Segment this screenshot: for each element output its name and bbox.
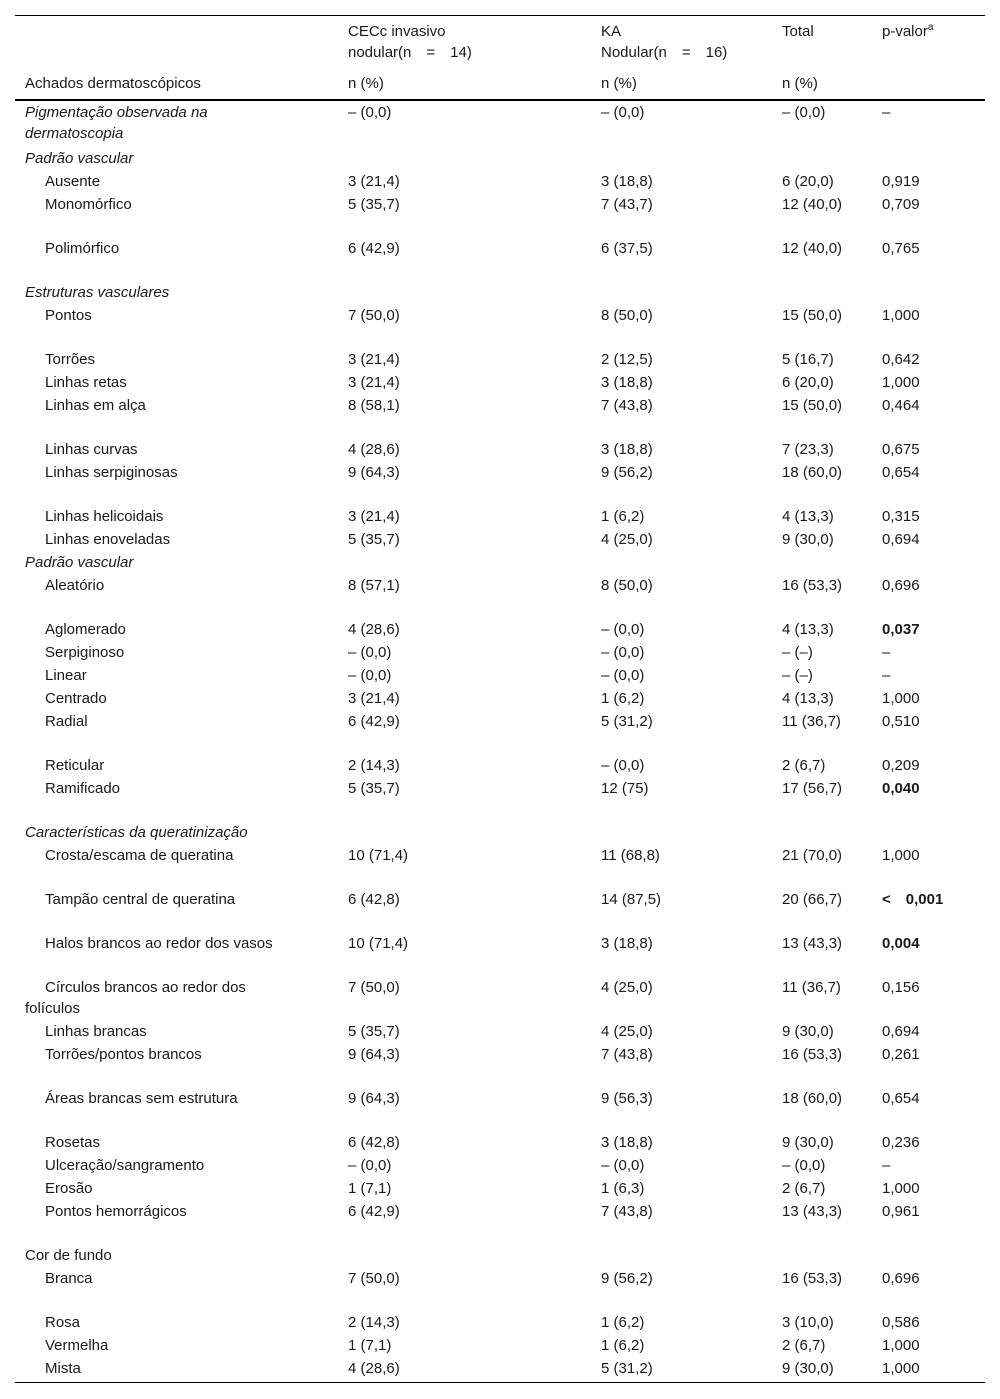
cell-ka: 4 (25,0) — [601, 979, 653, 996]
cell-p-value: 1,000 — [882, 374, 920, 391]
cell-p-value: 0,696 — [882, 577, 920, 594]
row-label: Mista — [45, 1360, 81, 1377]
row-label: Monomórfico — [45, 196, 132, 213]
row-label: Ulceração/sangramento — [45, 1157, 205, 1174]
cell-total: 9 (30,0) — [782, 1134, 834, 1151]
cell-p-value: 1,000 — [882, 690, 920, 707]
cell-total: 9 (30,0) — [782, 531, 834, 548]
cell-cecc: 5 (35,7) — [348, 531, 400, 548]
cell-cecc: – (0,0) — [348, 667, 392, 684]
cell-total: 21 (70,0) — [782, 847, 843, 864]
cell-p-value: 0,919 — [882, 173, 920, 190]
row-label: Reticular — [45, 757, 105, 774]
cell-total: 9 (30,0) — [782, 1023, 834, 1040]
cell-p-value: – — [882, 644, 891, 661]
cell-total: – (0,0) — [782, 1157, 826, 1174]
cell-p-value: 0,464 — [882, 397, 920, 414]
cell-ka: – (0,0) — [601, 757, 645, 774]
cell-total: 12 (40,0) — [782, 240, 843, 257]
cell-ka: 1 (6,2) — [601, 1337, 645, 1354]
cell-p-value: 0,209 — [882, 757, 920, 774]
cell-p-value: 0,315 — [882, 508, 920, 525]
section-label-continued: dermatoscopia — [25, 125, 124, 142]
cell-cecc: 3 (21,4) — [348, 351, 400, 368]
cell-total: 2 (6,7) — [782, 757, 826, 774]
cell-cecc: 10 (71,4) — [348, 847, 409, 864]
row-label: Aleatório — [45, 577, 105, 594]
cell-cecc: 6 (42,8) — [348, 891, 400, 908]
cell-total: 15 (50,0) — [782, 307, 843, 324]
row-label: Linhas retas — [45, 374, 127, 391]
cell-cecc: 3 (21,4) — [348, 374, 400, 391]
cell-cecc: 2 (14,3) — [348, 1314, 400, 1331]
cell-ka: 8 (50,0) — [601, 307, 653, 324]
section-label: Pigmentação observada na — [25, 104, 208, 121]
row-label: Linhas enoveladas — [45, 531, 171, 548]
col2-unit: n (%) — [601, 75, 637, 92]
pvalue-label: p-valor — [882, 23, 928, 40]
cell-ka: – (0,0) — [601, 621, 645, 638]
cell-ka: 9 (56,2) — [601, 464, 653, 481]
cell-cecc: – (0,0) — [348, 644, 392, 661]
row-label: Linhas curvas — [45, 441, 138, 458]
cell-total: 11 (36,7) — [782, 713, 841, 730]
col3-unit: n (%) — [782, 75, 818, 92]
row-label: Crosta/escama de queratina — [45, 847, 234, 864]
cell-total: 5 (16,7) — [782, 351, 834, 368]
row-label: Torrões/pontos brancos — [45, 1046, 202, 1063]
cell-ka: 11 (68,8) — [601, 847, 660, 864]
cell-ka: 3 (18,8) — [601, 441, 653, 458]
row-label: Pontos — [45, 307, 92, 324]
row-label: Linear — [45, 667, 87, 684]
cell-p-value: 0,694 — [882, 1023, 920, 1040]
cell-total: 3 (10,0) — [782, 1314, 834, 1331]
cell-ka: 3 (18,8) — [601, 1134, 653, 1151]
cell-ka: – (0,0) — [601, 667, 645, 684]
row-label: Linhas em alça — [45, 397, 146, 414]
cell-p-value: 0,037 — [882, 621, 920, 638]
cell-ka: 7 (43,8) — [601, 1046, 653, 1063]
row-label: Vermelha — [45, 1337, 109, 1354]
row-label: Torrões — [45, 351, 96, 368]
cell-total: 16 (53,3) — [782, 1046, 843, 1063]
row-label: Branca — [45, 1270, 93, 1287]
cell-total: 12 (40,0) — [782, 196, 843, 213]
cell-cecc: 6 (42,8) — [348, 1134, 400, 1151]
cell-cecc: 3 (21,4) — [348, 508, 400, 525]
row-label: Centrado — [45, 690, 107, 707]
cell-cecc: 5 (35,7) — [348, 780, 400, 797]
cell-ka: 4 (25,0) — [601, 1023, 653, 1040]
row-label: Tampão central de queratina — [45, 891, 236, 908]
col1-header-line1: CECc invasivo — [348, 23, 446, 40]
cell-p-value: 0,642 — [882, 351, 920, 368]
cell-ka: 1 (6,3) — [601, 1180, 645, 1197]
cell-p-value: 0,961 — [882, 1203, 920, 1220]
cell-cecc: 3 (21,4) — [348, 690, 400, 707]
cell-p-value: 1,000 — [882, 847, 920, 864]
row-label: Serpiginoso — [45, 644, 125, 661]
col1-unit: n (%) — [348, 75, 384, 92]
cell-ka: 14 (87,5) — [601, 891, 662, 908]
cell-total: 20 (66,7) — [782, 891, 843, 908]
cell-p-value: 0,675 — [882, 441, 920, 458]
cell-cecc: 10 (71,4) — [348, 935, 409, 952]
cell-ka: 7 (43,8) — [601, 1203, 653, 1220]
cell-p-value: 0,040 — [882, 780, 920, 797]
row-label: Linhas brancas — [45, 1023, 147, 1040]
pvalue-footnote-marker: a — [927, 22, 934, 33]
cell-ka: – (0,0) — [601, 644, 645, 661]
cell-ka: 6 (37,5) — [601, 240, 653, 257]
row-label: Áreas brancas sem estrutura — [45, 1090, 238, 1107]
cell-ka: 2 (12,5) — [601, 351, 653, 368]
cell-cecc: 5 (35,7) — [348, 1023, 400, 1040]
cell-ka: 1 (6,2) — [601, 508, 645, 525]
cell-total: 6 (20,0) — [782, 173, 834, 190]
section-label: Características da queratinização — [25, 824, 248, 841]
bottom-rule — [15, 1382, 985, 1383]
cell-total: 16 (53,3) — [782, 1270, 843, 1287]
head-rule — [15, 99, 985, 101]
cell-p-value: 0,156 — [882, 979, 920, 996]
cell-p-value: 0,765 — [882, 240, 920, 257]
cell-total: 2 (6,7) — [782, 1180, 826, 1197]
cell-cecc: 6 (42,9) — [348, 240, 400, 257]
col0-header: Achados dermatoscópicos — [25, 75, 201, 92]
cell-p-value: 0,654 — [882, 1090, 920, 1107]
cell-cecc: 5 (35,7) — [348, 196, 400, 213]
row-label: Halos brancos ao redor dos vasos — [45, 935, 273, 952]
cell-ka: 3 (18,8) — [601, 374, 653, 391]
cell-cecc: 9 (64,3) — [348, 1090, 400, 1107]
cell-p-value: – — [882, 1157, 891, 1174]
cell-cecc: 7 (50,0) — [348, 307, 400, 324]
cell-p-value: 0,694 — [882, 531, 920, 548]
cell-p-value: 0,510 — [882, 713, 920, 730]
cell-cecc: 1 (7,1) — [348, 1180, 392, 1197]
cell-cecc: 9 (64,3) — [348, 1046, 400, 1063]
cell-total: – (0,0) — [782, 104, 826, 121]
cell-ka: – (0,0) — [601, 1157, 645, 1174]
cell-ka: 1 (6,2) — [601, 1314, 645, 1331]
col2-header-line2: Nodular(n = 16) — [601, 44, 728, 61]
cell-ka: – (0,0) — [601, 104, 645, 121]
cell-p-value: < 0,001 — [882, 891, 944, 908]
cell-total: 13 (43,3) — [782, 1203, 843, 1220]
cell-ka: 3 (18,8) — [601, 935, 653, 952]
cell-total: 17 (56,7) — [782, 780, 843, 797]
cell-p-value: – — [882, 667, 891, 684]
section-label: Estruturas vasculares — [25, 284, 170, 301]
cell-cecc: 1 (7,1) — [348, 1337, 392, 1354]
cell-total: 11 (36,7) — [782, 979, 841, 996]
cell-total: 2 (6,7) — [782, 1337, 826, 1354]
cell-ka: 7 (43,7) — [601, 196, 653, 213]
cell-p-value: 0,261 — [882, 1046, 920, 1063]
row-label: Rosetas — [45, 1134, 101, 1151]
cell-cecc: 6 (42,9) — [348, 713, 400, 730]
cell-p-value: 0,654 — [882, 464, 920, 481]
cell-ka: 5 (31,2) — [601, 713, 653, 730]
row-label: Ramificado — [45, 780, 121, 797]
col3-header: Total — [782, 23, 814, 40]
cell-ka: 1 (6,2) — [601, 690, 645, 707]
cell-p-value: 1,000 — [882, 1337, 920, 1354]
cell-cecc: 6 (42,9) — [348, 1203, 400, 1220]
cell-cecc: 2 (14,3) — [348, 757, 400, 774]
col2-header-line1: KA — [601, 23, 622, 40]
cell-total: 15 (50,0) — [782, 397, 843, 414]
cell-p-value: 1,000 — [882, 1180, 920, 1197]
cell-total: 4 (13,3) — [782, 621, 834, 638]
cell-cecc: – (0,0) — [348, 104, 392, 121]
row-label: Linhas helicoidais — [45, 508, 164, 525]
cell-cecc: 8 (57,1) — [348, 577, 400, 594]
row-label: Linhas serpiginosas — [45, 464, 178, 481]
cell-cecc: – (0,0) — [348, 1157, 392, 1174]
cell-p-value: 0,709 — [882, 196, 920, 213]
row-label: Ausente — [45, 173, 101, 190]
top-rule — [15, 15, 985, 16]
cell-total: 13 (43,3) — [782, 935, 843, 952]
col1-header-line2: nodular(n = 14) — [348, 44, 472, 61]
cell-ka: 9 (56,3) — [601, 1090, 653, 1107]
cell-total: – (–) — [782, 644, 813, 661]
cell-ka: 12 (75) — [601, 780, 649, 797]
row-label: Aglomerado — [45, 621, 126, 638]
cell-total: 4 (13,3) — [782, 508, 834, 525]
cell-total: 18 (60,0) — [782, 1090, 843, 1107]
cell-p-value: 1,000 — [882, 307, 920, 324]
cell-total: – (–) — [782, 667, 813, 684]
cell-p-value: 0,586 — [882, 1314, 920, 1331]
cell-ka: 4 (25,0) — [601, 531, 653, 548]
section-label: Padrão vascular — [25, 554, 134, 571]
cell-p-value: 0,696 — [882, 1270, 920, 1287]
cell-total: 4 (13,3) — [782, 690, 834, 707]
row-label-continued: folículos — [25, 1000, 81, 1017]
cell-p-value: 1,000 — [882, 1360, 920, 1377]
cell-ka: 5 (31,2) — [601, 1360, 653, 1377]
cell-total: 6 (20,0) — [782, 374, 834, 391]
section-label: Padrão vascular — [25, 150, 134, 167]
cell-cecc: 4 (28,6) — [348, 1360, 400, 1377]
row-label: Pontos hemorrágicos — [45, 1203, 187, 1220]
cell-cecc: 4 (28,6) — [348, 441, 400, 458]
cell-total: 9 (30,0) — [782, 1360, 834, 1377]
cell-total: 16 (53,3) — [782, 577, 843, 594]
cell-ka: 9 (56,2) — [601, 1270, 653, 1287]
row-label: Rosa — [45, 1314, 81, 1331]
cell-p-value: 0,004 — [882, 935, 920, 952]
row-label: Polimórfico — [45, 240, 120, 257]
col4-header — [882, 21, 933, 42]
cell-p-value: 0,236 — [882, 1134, 920, 1151]
cell-cecc: 9 (64,3) — [348, 464, 400, 481]
cell-cecc: 3 (21,4) — [348, 173, 400, 190]
cell-ka: 7 (43,8) — [601, 397, 653, 414]
cell-cecc: 7 (50,0) — [348, 979, 400, 996]
cell-cecc: 4 (28,6) — [348, 621, 400, 638]
row-label: Radial — [45, 713, 88, 730]
cell-ka: 8 (50,0) — [601, 577, 653, 594]
cell-ka: 3 (18,8) — [601, 173, 653, 190]
section-label: Cor de fundo — [25, 1247, 112, 1264]
cell-p-value: – — [882, 104, 891, 121]
cell-total: 18 (60,0) — [782, 464, 843, 481]
cell-total: 7 (23,3) — [782, 441, 834, 458]
row-label: Círculos brancos ao redor dos — [45, 979, 246, 996]
row-label: Erosão — [45, 1180, 93, 1197]
cell-cecc: 7 (50,0) — [348, 1270, 400, 1287]
cell-cecc: 8 (58,1) — [348, 397, 400, 414]
